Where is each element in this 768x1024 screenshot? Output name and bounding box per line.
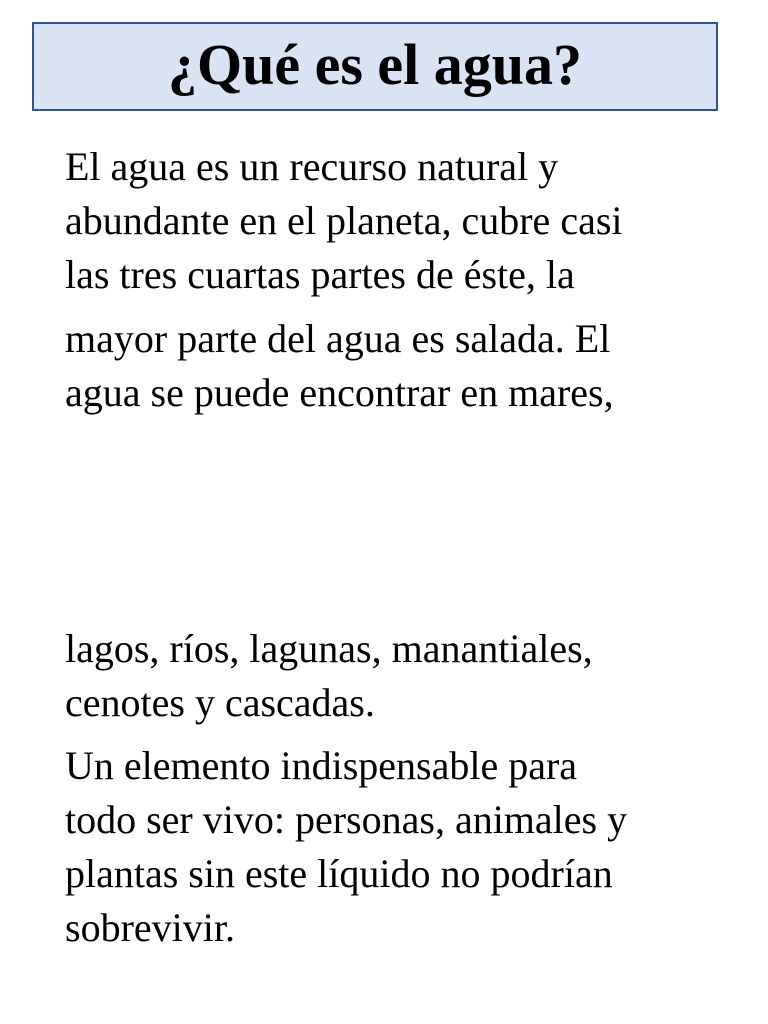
paragraph-line: El agua es un recurso natural y [65,144,559,189]
paragraph-line: todo ser vivo: personas, animales y [65,797,628,842]
paragraph-line: las tres cuartas partes de éste, la [65,252,575,297]
paragraph-line: mayor parte del agua es salada. El [65,316,611,361]
paragraph-line: cenotes y cascadas. [65,680,375,725]
title-banner [32,22,718,111]
paragraph-line: agua se puede encontrar en mares, [65,370,614,415]
paragraph-intro [65,140,715,420]
paragraph-water-bodies [65,622,715,730]
paragraph-importance [65,739,715,955]
paragraph-line: Un elemento indispensable para [65,743,578,788]
page-title: ¿Qué es el agua? [167,31,583,97]
paragraph-line: plantas sin este líquido no podrían [65,851,613,896]
paragraph-line: lagos, ríos, lagunas, manantiales, [65,626,593,671]
paragraph-line: abundante en el planeta, cubre casi [65,198,623,243]
paragraph-line: sobrevivir. [65,905,235,950]
